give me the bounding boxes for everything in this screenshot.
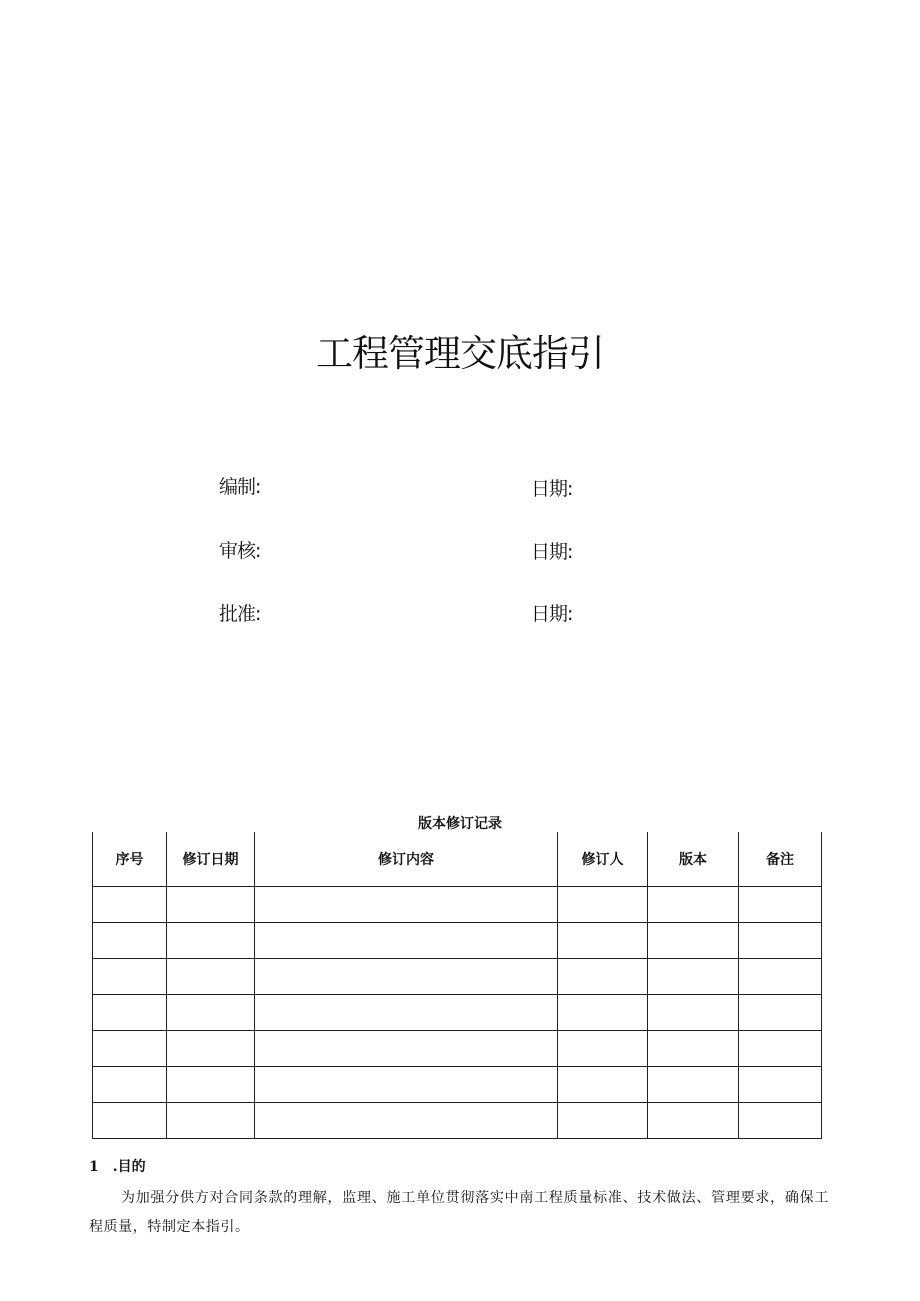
table-cell: [739, 923, 822, 959]
table-cell: [167, 1031, 255, 1067]
table-cell: [93, 887, 167, 923]
review-label: 审核:: [219, 540, 261, 562]
table-row: [93, 1103, 822, 1139]
table-cell: [739, 1067, 822, 1103]
table-cell: [648, 995, 739, 1031]
table-cell: [558, 923, 648, 959]
table-cell: [558, 887, 648, 923]
revision-table: [92, 832, 822, 1139]
table-cell: [255, 1103, 558, 1139]
header-revision-content: 修订内容: [255, 832, 558, 887]
section-body-purpose: 为加强分供方对合同条款的理解，监理、施工单位贯彻落实中南工程质量标准、技术做法、管理要求，确保工程质量，特制定本指引。: [89, 1190, 829, 1235]
table-cell: [93, 1067, 167, 1103]
table-row: [93, 959, 822, 995]
table-cell: [255, 923, 558, 959]
table-cell: [93, 995, 167, 1031]
revision-table-header-row: [93, 832, 822, 887]
table-cell: [167, 995, 255, 1031]
table-cell: [558, 1067, 648, 1103]
table-cell: [558, 1103, 648, 1139]
table-cell: [648, 1067, 739, 1103]
table-row: [93, 1067, 822, 1103]
table-cell: [648, 1031, 739, 1067]
table-cell: [558, 995, 648, 1031]
table-row: [93, 923, 822, 959]
table-cell: [739, 1031, 822, 1067]
table-cell: [167, 1067, 255, 1103]
table-cell: [93, 1103, 167, 1139]
table-row: [93, 1031, 822, 1067]
table-cell: [739, 959, 822, 995]
table-cell: [255, 1067, 558, 1103]
table-cell: [648, 959, 739, 995]
header-revision-date: 修订日期: [167, 832, 255, 887]
table-cell: [93, 1031, 167, 1067]
approve-date-label-text: 日期:: [531, 603, 573, 625]
table-cell: [167, 959, 255, 995]
table-cell: [93, 959, 167, 995]
table-cell: [739, 887, 822, 923]
approve-label: 批准:: [219, 603, 261, 625]
header-remarks: 备注: [739, 832, 822, 887]
table-cell: [255, 959, 558, 995]
table-cell: [648, 1103, 739, 1139]
table-cell: [255, 995, 558, 1031]
header-version: 版本: [648, 832, 739, 887]
table-cell: [558, 1031, 648, 1067]
document-title: 工程管理交底指引: [316, 332, 604, 375]
table-cell: [648, 887, 739, 923]
compile-date-label: 日期:: [531, 478, 573, 500]
table-row: [93, 995, 822, 1031]
table-cell: [255, 1031, 558, 1067]
header-reviser: 修订人: [558, 832, 648, 887]
table-cell: [558, 959, 648, 995]
approve-date-label: [531, 599, 591, 625]
table-cell: [167, 1103, 255, 1139]
table-cell: [739, 1103, 822, 1139]
table-cell: [648, 923, 739, 959]
table-cell: [93, 923, 167, 959]
revision-table-title: 版本修订记录: [418, 816, 502, 832]
table-cell: [739, 995, 822, 1031]
table-row: [93, 887, 822, 923]
header-seq: 序号: [93, 832, 167, 887]
table-cell: [167, 923, 255, 959]
review-date-label: 日期:: [531, 541, 573, 563]
compile-label: 编制:: [219, 476, 261, 498]
section-heading-purpose: 1 .目的: [89, 1159, 146, 1175]
table-cell: [167, 887, 255, 923]
table-cell: [255, 887, 558, 923]
